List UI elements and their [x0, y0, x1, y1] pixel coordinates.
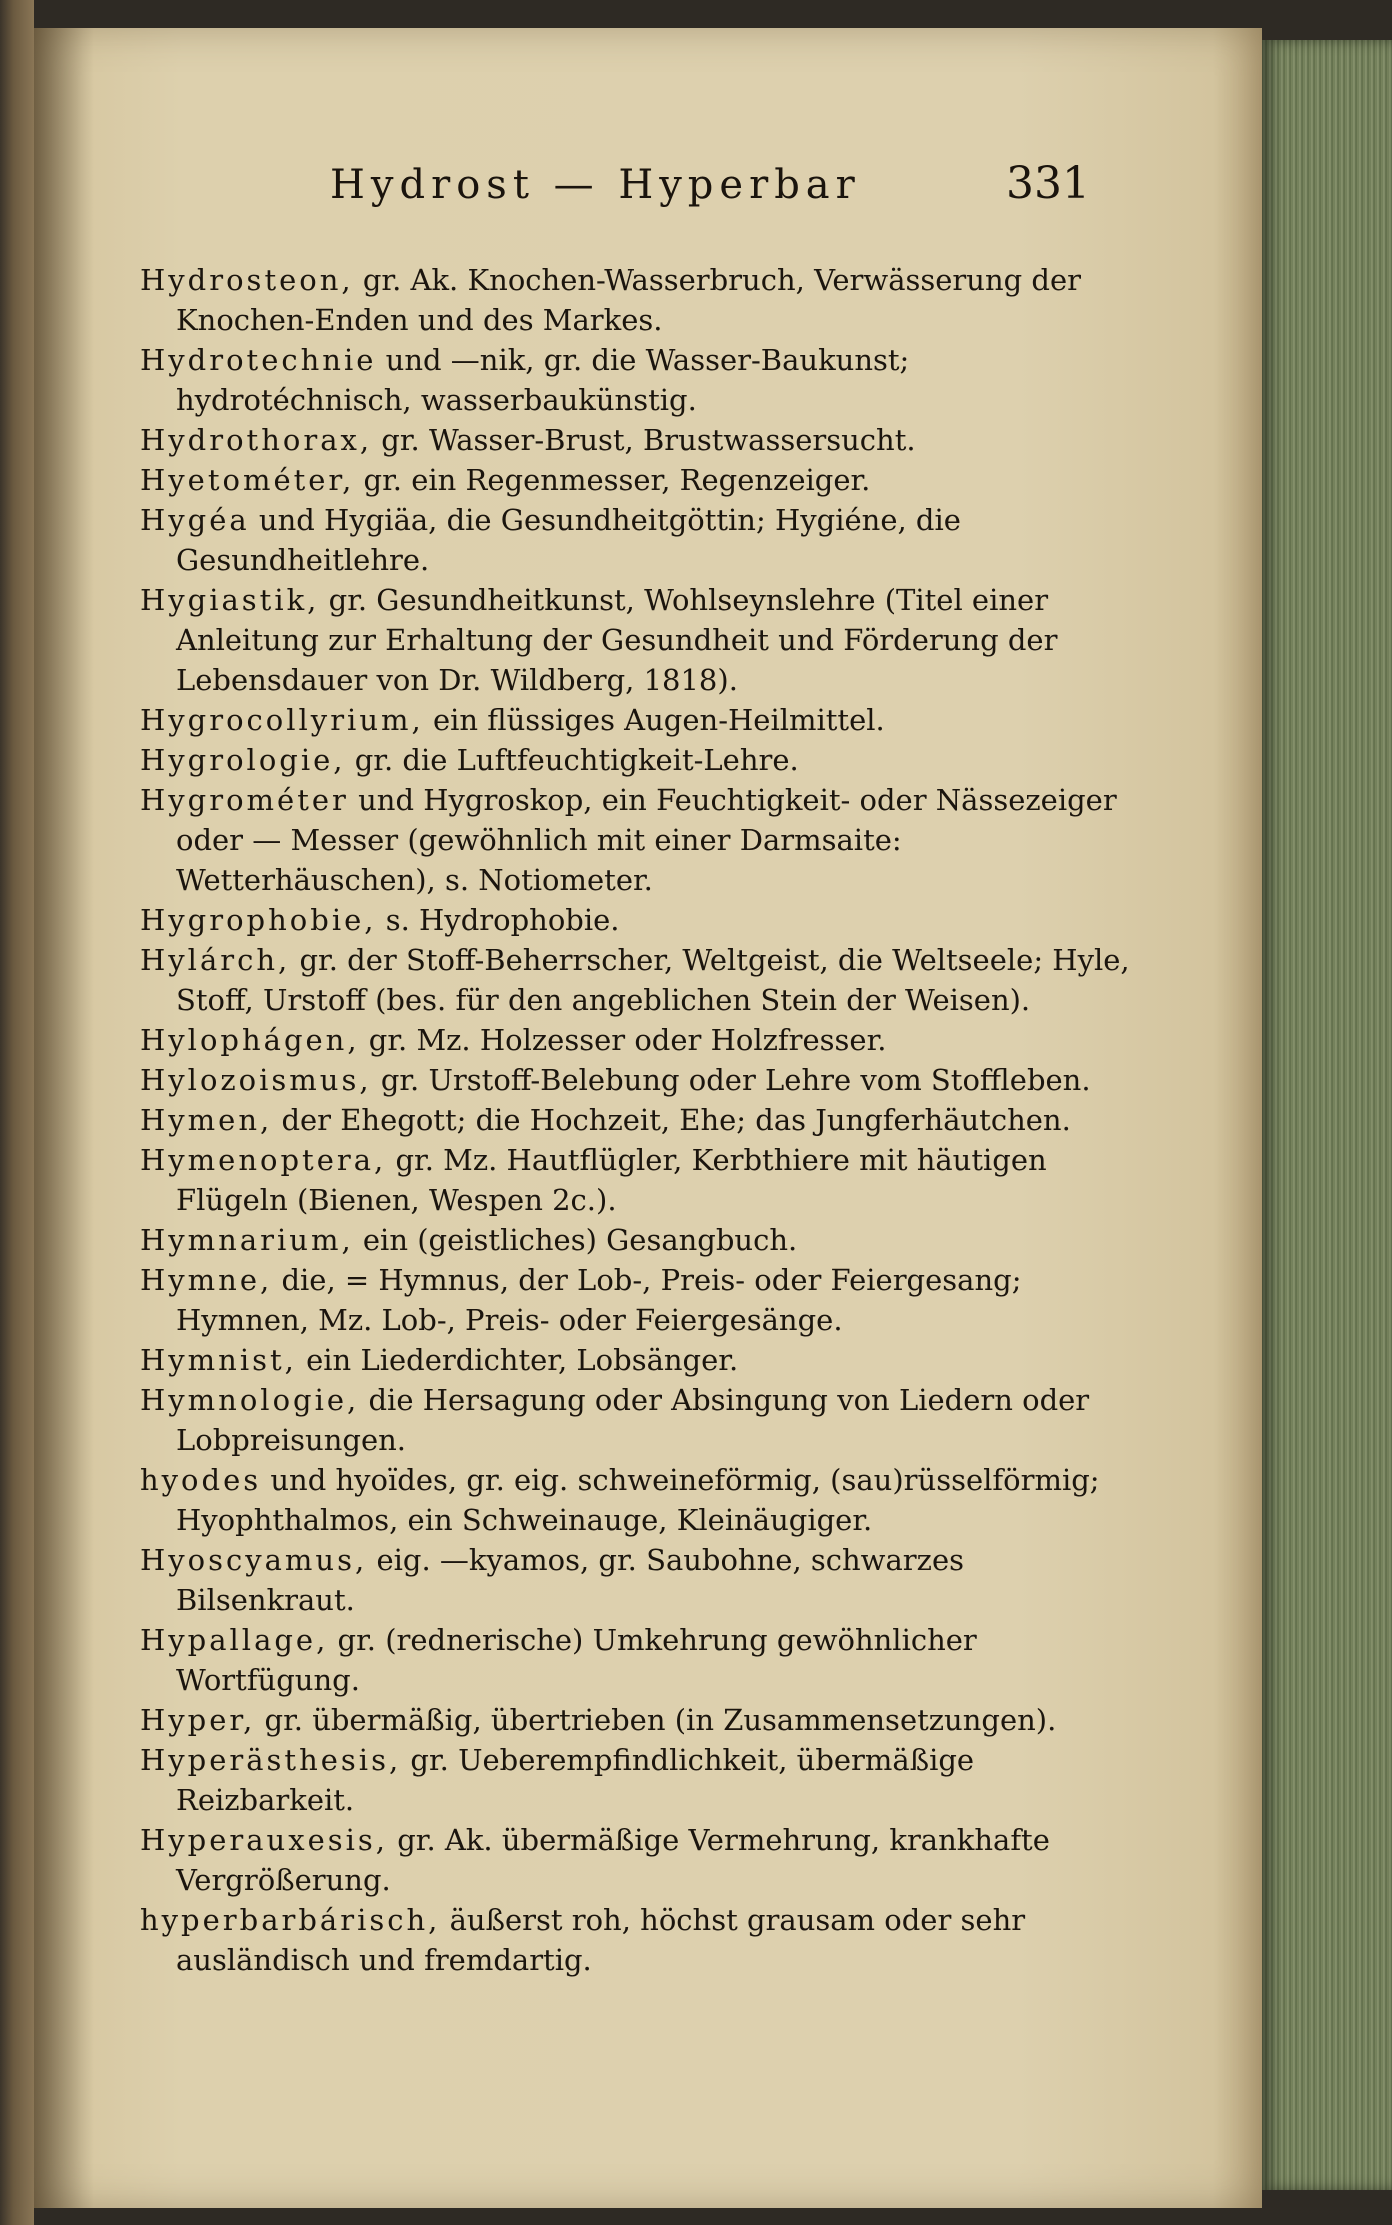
entry-headword: Hydrosteon, [140, 263, 354, 297]
dictionary-entry [140, 1060, 1140, 1100]
entry-text: gr. Ak. Knochen-Wasserbruch, Verwässerung der Knochen-Enden und des Markes. [176, 263, 1082, 337]
entry-text: gr. übermäßig, übertrieben (in Zusammensetzungen). [264, 1703, 1057, 1737]
entry-headword: Hylárch, [140, 943, 291, 977]
dictionary-entry [140, 1220, 1140, 1260]
entry-headword: Hyperästhesis, [140, 1743, 402, 1777]
dictionary-entry [140, 420, 1140, 460]
dictionary-entry [140, 780, 1140, 900]
dictionary-entry [140, 340, 1140, 420]
entry-headword: Hymnist, [140, 1343, 297, 1377]
page-block-edges [1262, 40, 1392, 2190]
dictionary-entry [140, 1620, 1140, 1700]
entry-text: gr. Gesundheitkunst, Wohlseynslehre (Titel einer Anleitung zur Erhaltung der Gesundheit und Förderung der Lebensdauer von Dr. Wildberg, 1818). [176, 583, 1058, 697]
dictionary-entry [140, 900, 1140, 940]
dictionary-entry [140, 1260, 1140, 1340]
dictionary-entry [140, 1460, 1140, 1540]
entry-headword: Hymne, [140, 1263, 273, 1297]
entry-text: die Hersagung oder Absingung von Liedern oder Lobpreisungen. [176, 1383, 1090, 1457]
entry-text: und Hygroskop, ein Feuchtigkeit- oder Nässezeiger oder — Messer (gewöhnlich mit einer Darmsaite: Wetterhäuschen), s. Notiometer. [176, 783, 1117, 897]
dictionary-entry [140, 940, 1140, 1020]
entry-text: eig. —kyamos, gr. Saubohne, schwarzes Bilsenkraut. [176, 1543, 964, 1617]
entry-headword: Hygrométer [140, 783, 349, 817]
page-header [330, 150, 1090, 220]
dictionary-entry [140, 1700, 1140, 1740]
dictionary-entry [140, 1100, 1140, 1140]
dictionary-entries [140, 260, 1140, 1980]
entry-headword: Hyper, [140, 1703, 256, 1737]
entry-headword: Hydrotechnie [140, 343, 377, 377]
dictionary-entry [140, 1740, 1140, 1820]
entry-headword: Hyetométer, [140, 463, 355, 497]
dictionary-entry [140, 1140, 1140, 1220]
entry-text: und hyoïdes, gr. eig. schweineförmig, (sau)rüsselförmig; Hyophthalmos, ein Schweinauge, Kleinäugiger. [176, 1463, 1100, 1537]
entry-headword: Hylophágen, [140, 1023, 360, 1057]
running-head: Hydrost — Hyperbar [330, 162, 861, 208]
entry-headword: Hygiastik, [140, 583, 320, 617]
entry-headword: Hygrologie, [140, 743, 346, 777]
dictionary-entry [140, 700, 1140, 740]
dictionary-entry [140, 1340, 1140, 1380]
gutter-shadow [34, 28, 94, 2208]
entry-headword: Hygéa [140, 503, 250, 537]
entry-text: gr. die Luftfeuchtigkeit-Lehre. [354, 743, 799, 777]
entry-text: äußerst roh, höchst grausam oder sehr ausländisch und fremdartig. [176, 1903, 1026, 1977]
entry-headword: Hyoscyamus, [140, 1543, 368, 1577]
entry-text: und Hygiäa, die Gesundheitgöttin; Hygiéne, die Gesundheitlehre. [176, 503, 961, 577]
dictionary-entry [140, 740, 1140, 780]
previous-page-edge [0, 0, 34, 2225]
entry-headword: Hygrocollyrium, [140, 703, 424, 737]
entry-headword: hyodes [140, 1463, 262, 1497]
page-number: 331 [1006, 158, 1090, 209]
entry-text: gr. Wasser-Brust, Brustwassersucht. [381, 423, 916, 457]
dictionary-entry [140, 1380, 1140, 1460]
entry-text: und —nik, gr. die Wasser-Baukunst; hydrotéchnisch, wasserbaukünstig. [176, 343, 910, 417]
entry-text: s. Hydrophobie. [385, 903, 620, 937]
dictionary-entry [140, 500, 1140, 580]
entry-text: der Ehegott; die Hochzeit, Ehe; das Jungferhäutchen. [281, 1103, 1071, 1137]
dictionary-entry [140, 580, 1140, 700]
entry-text: gr. Urstoff-Belebung oder Lehre vom Stoffleben. [380, 1063, 1091, 1097]
dictionary-entry [140, 1820, 1140, 1900]
entry-headword: Hydrothorax, [140, 423, 373, 457]
entry-headword: Hymenoptera, [140, 1143, 387, 1177]
entry-headword: Hypallage, [140, 1623, 329, 1657]
entry-headword: Hymen, [140, 1103, 273, 1137]
entry-text: gr. Mz. Holzesser oder Holzfresser. [368, 1023, 887, 1057]
entry-text: die, = Hymnus, der Lob-, Preis- oder Feiergesang; Hymnen, Mz. Lob-, Preis- oder Feiergesänge. [176, 1263, 1022, 1337]
entry-text: gr. ein Regenmesser, Regenzeiger. [363, 463, 871, 497]
entry-headword: Hymnarium, [140, 1223, 354, 1257]
dictionary-entry [140, 460, 1140, 500]
dictionary-entry [140, 260, 1140, 340]
entry-headword: Hyperauxesis, [140, 1823, 389, 1857]
entry-text: gr. Ueberempfindlichkeit, übermäßige Reizbarkeit. [176, 1743, 975, 1817]
dictionary-entry [140, 1900, 1140, 1980]
entry-text: ein (geistliches) Gesangbuch. [362, 1223, 798, 1257]
dictionary-entry [140, 1540, 1140, 1620]
entry-headword: Hygrophobie, [140, 903, 377, 937]
entry-text: gr. Ak. übermäßige Vermehrung, krankhafte Vergrößerung. [176, 1823, 1050, 1897]
entry-headword: Hymnologie, [140, 1383, 360, 1417]
entry-headword: Hylozoismus, [140, 1063, 372, 1097]
entry-text: gr. der Stoff-Beherrscher, Weltgeist, die Weltseele; Hyle, Stoff, Urstoff (bes. für den angeblichen Stein der Weisen). [176, 943, 1130, 1017]
dictionary-entry [140, 1020, 1140, 1060]
entry-headword: hyperbarbárisch, [140, 1903, 441, 1937]
entry-text: gr. (rednerische) Umkehrung gewöhnlicher Wortfügung. [176, 1623, 977, 1697]
entry-text: ein Liederdichter, Lobsänger. [306, 1343, 739, 1377]
entry-text: gr. Mz. Hautflügler, Kerbthiere mit häutigen Flügeln (Bienen, Wespen 2c.). [176, 1143, 1047, 1217]
entry-text: ein flüssiges Augen-Heilmittel. [432, 703, 885, 737]
